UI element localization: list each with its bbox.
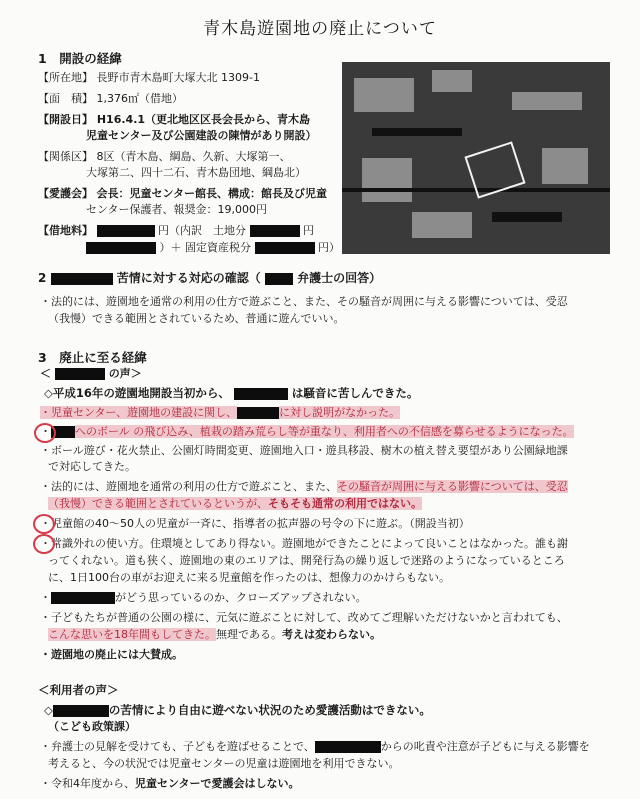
redacted-bar xyxy=(255,242,315,254)
handwritten-circle xyxy=(33,534,55,554)
committee-value-2: センター保護者、報奨金：19,000円 xyxy=(86,203,268,216)
s3-line-13a: こんな思いを18年間もしてきた。 xyxy=(48,628,216,641)
section-1-heading: 1 開設の経緯 xyxy=(38,51,122,66)
voice-open: ＜ xyxy=(40,367,51,380)
lease-line-1b: 円 xyxy=(303,224,314,237)
s3-line-4: で対応してきた。 xyxy=(48,460,136,473)
residents-voice-heading xyxy=(40,367,142,381)
voice-close: の声＞ xyxy=(108,367,142,380)
s3-line-2a: ・ xyxy=(40,425,51,438)
users-summary-b: の苦情により自由に遊べない状況のため愛護活動はできない。 xyxy=(108,703,431,717)
handwritten-circle xyxy=(34,423,56,443)
s3-line-6b: そもそも通常の利用ではない。 xyxy=(268,497,422,510)
s3-line-5 xyxy=(40,480,568,494)
s4-line-1a: ・弁護士の見解を受けても、子どもを遊ばせることで、 xyxy=(40,740,315,753)
s3-line-12: ・子どもたちが普通の公園の様に、元気に遊ぶことに対して、改めてご理解いただけないかと言われても、 xyxy=(40,611,568,624)
area-key: 【面 積】 xyxy=(38,92,93,105)
s3-line-14: ・遊園地の廃止には大賛成。 xyxy=(40,648,183,661)
s3-line-10: に、1日100台の車がお迎えに来る児童館を作ったのは、想像力のかけらもない。 xyxy=(48,571,450,584)
lease-row-1 xyxy=(38,224,314,238)
section-2-title-b: 弁護士の回答） xyxy=(297,271,382,285)
location-value: 長野市青木島町大塚大北 1309-1 xyxy=(96,71,260,84)
s3-line-3: ・ボール遊び・花火禁止、公園灯時間変更、遊園地入口・遊具移設、樹木の植え替え要望があり公園緑地課 xyxy=(40,444,568,457)
s3-line-13b: 無理である。 xyxy=(216,628,282,641)
page-title: 青木島遊園地の廃止について xyxy=(203,19,437,39)
s3-line-6 xyxy=(48,497,422,511)
s3-line-11a: ・ xyxy=(40,591,51,604)
location-key: 【所在地】 xyxy=(38,71,93,84)
s3-line-13c: 考えは変わらない。 xyxy=(282,628,381,641)
handwritten-circle xyxy=(33,514,55,534)
redacted-bar xyxy=(234,388,288,400)
s3-line-8: ・常識外れの使い方。住環境としてあり得ない。遊園地ができたことによって良いことはなかった。誰も謝 xyxy=(40,537,568,550)
location-row xyxy=(38,71,260,85)
s3-line-6a: （我慢）できる範囲とされているというが、 xyxy=(48,497,268,510)
s4-line-3 xyxy=(40,777,300,791)
redacted-bar xyxy=(51,273,113,285)
opened-value-2: 児童センター及び公園建設の陳情があり開設） xyxy=(86,129,317,142)
s3-line-5b: その騒音が周囲に与える影響については、受忍 xyxy=(337,480,568,493)
opened-value-1: H16.4.1（更北地区区長会長から、青木島 xyxy=(96,113,311,126)
lease-key: 【借地料】 xyxy=(38,224,93,237)
s3-line-7: ・児童館の40～50人の児童が一斉に、指導者の拡声器の号令の下に遊ぶ。（開設当初） xyxy=(40,517,470,530)
section-2-line-1: ・法的には、遊園地を通常の利用の仕方で遊ぶこと、また、その騒音が周囲に与える影響については、受忍 xyxy=(40,295,568,308)
section-2-line-2: （我慢）できる範囲とされているため、普通に遊んでいい。 xyxy=(48,312,345,325)
committee-key: 【愛護会】 xyxy=(38,187,93,200)
redacted-bar xyxy=(51,592,115,604)
s4-line-3b: 児童センターで愛護会はしない。 xyxy=(135,777,300,790)
s3-line-13 xyxy=(48,628,381,642)
s3-line-9: ってくれない。道も狭く、遊園地の東のエリアは、開発行為の繰り返しで迷路のようになっているところ xyxy=(48,554,565,567)
summary-b: は騒音に苦しんできた。 xyxy=(291,386,419,400)
area-row xyxy=(38,92,183,106)
section-3-heading: 3 廃止に至る経緯 xyxy=(38,350,147,365)
section-2-heading xyxy=(38,271,381,285)
section-2-title-a: 苦情に対する対応の確認（ xyxy=(116,271,261,285)
summary-a: ◇平成16年の遊園地開設当初から、 xyxy=(44,386,230,400)
s4-line-1b: からの叱責や注意が子どもに与える影響を xyxy=(380,740,590,753)
s4-line-2: 考えると、今の状況では児童センターの児童は遊園地を利用できない。 xyxy=(48,757,400,770)
section-2-number: 2 xyxy=(38,271,47,285)
users-summary-a: ◇ xyxy=(44,703,53,717)
lease-row-2 xyxy=(86,241,340,255)
redacted-bar xyxy=(237,407,279,419)
s4-line-1 xyxy=(40,740,590,754)
users-subheading: （こども政策課） xyxy=(48,720,136,733)
lease-line-2a: ）＋ 固定資産税分 xyxy=(159,241,251,254)
s3-line-2 xyxy=(40,425,574,439)
district-key: 【関係区】 xyxy=(38,150,93,163)
district-row xyxy=(38,150,291,164)
s3-line-1a: ・児童センター、遊園地の建設に関し、 xyxy=(40,406,238,419)
s4-line-3a: ・令和4年度から、 xyxy=(40,777,135,790)
lease-line-1a: 円（内訳 土地分 xyxy=(158,224,246,237)
redacted-bar xyxy=(53,705,109,717)
opened-key: 【開設日】 xyxy=(38,113,93,126)
s3-line-11 xyxy=(40,591,367,605)
redacted-bar xyxy=(315,741,381,753)
committee-value-1: 会長：児童センター館長、構成：館長及び児童 xyxy=(96,187,328,200)
users-voice-heading: ＜利用者の声＞ xyxy=(38,683,119,697)
district-value-1: 8区（青木島、綱島、久新、大塚第一、 xyxy=(96,150,291,163)
redacted-bar xyxy=(86,242,156,254)
s3-line-5a: ・法的には、遊園地を通常の利用の仕方で遊ぶこと、また、 xyxy=(40,480,337,493)
s3-line-1 xyxy=(40,406,400,420)
committee-row xyxy=(38,187,327,201)
residents-summary xyxy=(44,386,418,400)
aerial-photo xyxy=(342,62,610,254)
s3-line-1b: に対し説明がなかった。 xyxy=(279,406,401,419)
opened-row xyxy=(38,113,310,127)
users-summary xyxy=(44,703,431,717)
redacted-bar xyxy=(55,368,105,380)
redacted-bar xyxy=(97,225,155,237)
district-value-2: 大塚第二、四十二石、青木島団地、綱島北） xyxy=(86,166,306,179)
s3-line-2b: へのボール の飛び込み、植栽の踏み荒らし等が重なり、利用者への不信感を募らせるようになった。 xyxy=(75,425,574,438)
redacted-bar xyxy=(250,225,300,237)
redacted-bar xyxy=(265,273,293,285)
area-value: 1,376㎡（借地） xyxy=(96,92,183,105)
s3-line-11b: がどう思っているのか、クローズアップされない。 xyxy=(115,591,367,604)
lease-line-2b: 円） xyxy=(318,241,340,254)
